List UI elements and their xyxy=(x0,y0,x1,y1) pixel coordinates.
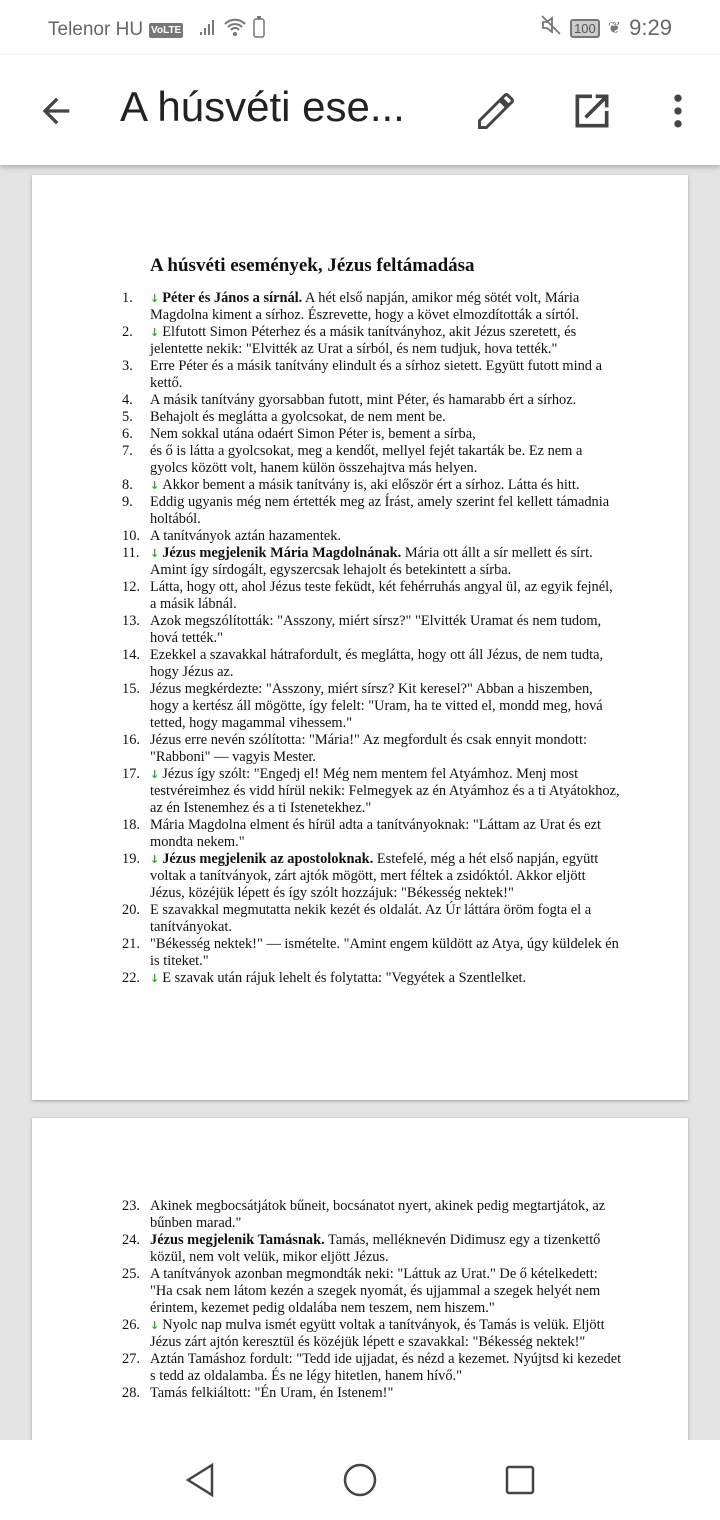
item-text xyxy=(150,477,622,494)
item-number: 16. xyxy=(122,732,140,748)
item-number: 27. xyxy=(122,1351,140,1367)
item-text xyxy=(150,732,622,766)
list-item xyxy=(122,528,622,545)
list-item xyxy=(122,851,622,902)
verse-text: E szavakkal megmutatta nekik kezét és oldalát. Az Úr láttára öröm fogta el a tanítványokat. xyxy=(150,902,592,935)
verse-text: és ő is látta a gyolcsokat, meg a kendőt, mellyel fejét takarták be. Ez nem a gyolcs között volt, hanem külön összehajtva más helyen. xyxy=(150,443,583,476)
verse-text: Azok megszólították: "Asszony, miért sírsz?" "Elvitték Uramat és nem tudom, hová tették." xyxy=(150,613,602,646)
verse-text: Akkor bement a másik tanítvány is, aki először ért a sírhoz. Látta és hitt. xyxy=(162,477,580,493)
green-down-arrow-icon[interactable]: ↓ xyxy=(150,972,160,985)
verse-text: Jézus így szólt: "Engedj el! Még nem mentem fel Atyámhoz. Menj most testvéreimhez és vidd hírül nekik: Felmegyek az én Atyámhoz és a ti Atyátokhoz, az én Istenemhez és a ti Istenetekhez." xyxy=(150,766,620,816)
item-text xyxy=(150,1351,622,1385)
open-in-new-icon[interactable] xyxy=(570,89,614,133)
list-item xyxy=(122,1351,622,1385)
item-text xyxy=(150,1198,622,1232)
item-number: 11. xyxy=(122,545,140,561)
carrier-name: Telenor HU xyxy=(48,19,144,40)
item-text xyxy=(150,358,622,392)
item-text xyxy=(150,494,622,528)
list-item xyxy=(122,409,622,426)
verse-text: Látta, hogy ott, ahol Jézus teste feküdt, két fehérruhás angyal ül, az egyik fejnél, a másik lábnál. xyxy=(150,579,613,612)
verse-text: Erre Péter és a másik tanítvány elindult és a sírhoz sietett. Együtt futott mind a kettő. xyxy=(150,358,602,391)
item-number: 26. xyxy=(122,1317,140,1333)
green-down-arrow-icon[interactable]: ↓ xyxy=(150,547,160,560)
item-number: 22. xyxy=(122,970,140,986)
list-item xyxy=(122,1232,622,1266)
item-text xyxy=(150,528,622,545)
green-down-arrow-icon[interactable]: ↓ xyxy=(150,326,160,339)
verse-text: Estefelé, még a hét első napján, együtt voltak a tanítványok, zárt ajtók mögött, mert féltek a zsidóktól. Akkor eljött Jézus, közéjük lépett és így szólt hozzájuk: "Békesség nektek!" xyxy=(150,851,599,901)
item-number: 1. xyxy=(122,290,133,306)
item-number: 13. xyxy=(122,613,140,629)
green-down-arrow-icon[interactable]: ↓ xyxy=(150,768,160,781)
edit-pencil-icon[interactable] xyxy=(474,89,518,133)
list-item xyxy=(122,732,622,766)
clock: 9:29 xyxy=(629,15,672,40)
item-number: 21. xyxy=(122,936,140,952)
list-item xyxy=(122,902,622,936)
item-text xyxy=(150,545,622,579)
list-item xyxy=(122,1385,622,1402)
more-options-icon[interactable] xyxy=(656,89,700,133)
verse-text: Mária ott állt a sír mellett és sírt. Amint így sírdogált, egyszercsak lehajolt és betekintett a sírba. xyxy=(150,545,593,578)
item-text xyxy=(150,1385,622,1402)
mute-icon xyxy=(540,14,562,42)
verse-list xyxy=(122,290,622,987)
leaf-icon: ❦ xyxy=(607,20,622,37)
item-text xyxy=(150,970,622,987)
verse-text: Aztán Tamáshoz fordult: "Tedd ide ujjadat, és nézd a kezemet. Nyújtsd ki kezedet s tedd az oldalamba. És ne légy hitetlen, hanem hívő." xyxy=(150,1351,622,1384)
verse-text: Eddig ugyanis még nem értették meg az Írást, amely szerint fel kellett támadnia holtából. xyxy=(150,494,610,527)
battery-level: 100 xyxy=(570,19,600,38)
verse-text: Nem sokkal utána odaért Simon Péter is, bement a sírba, xyxy=(150,426,476,442)
item-number: 25. xyxy=(122,1266,140,1282)
item-text xyxy=(150,409,622,426)
home-circle-icon[interactable] xyxy=(342,1462,378,1498)
item-number: 4. xyxy=(122,392,133,408)
list-item xyxy=(122,324,622,358)
list-item xyxy=(122,477,622,494)
item-number: 15. xyxy=(122,681,140,697)
recents-square-icon[interactable] xyxy=(504,1462,536,1498)
verse-text: E szavak után rájuk lehelt és folytatta: "Vegyétek a Szentlelket. xyxy=(162,970,527,986)
item-number: 6. xyxy=(122,426,133,442)
green-down-arrow-icon[interactable]: ↓ xyxy=(150,1319,160,1332)
back-arrow-icon[interactable] xyxy=(36,91,76,131)
verse-text: Nyolc nap mulva ismét együtt voltak a tanítványok, és Tamás is velük. Eljött Jézus zárt ajtón keresztül és közéjük lépett e szavakkal: "Békesség nektek!" xyxy=(150,1317,605,1350)
verse-text: Tamás felkiáltott: "Én Uram, én Istenem!" xyxy=(150,1385,394,1401)
list-item xyxy=(122,681,622,732)
item-text xyxy=(150,902,622,936)
item-text xyxy=(150,426,622,443)
item-number: 20. xyxy=(122,902,140,918)
item-number: 10. xyxy=(122,528,140,544)
list-item xyxy=(122,970,622,987)
item-number: 18. xyxy=(122,817,140,833)
list-item xyxy=(122,443,622,477)
item-text xyxy=(150,324,622,358)
app-bar xyxy=(0,55,720,165)
section-heading: Jézus megjelenik Tamásnak. xyxy=(150,1232,325,1248)
item-text xyxy=(150,936,622,970)
item-text xyxy=(150,613,622,647)
wifi-icon xyxy=(223,17,247,43)
item-number: 12. xyxy=(122,579,140,595)
document-page-2 xyxy=(32,1118,688,1458)
volte-icon: VoLTE xyxy=(151,24,182,36)
item-number: 8. xyxy=(122,477,133,493)
item-number: 14. xyxy=(122,647,140,663)
verse-text: A tanítványok aztán hazamentek. xyxy=(150,528,341,544)
navigation-bar xyxy=(0,1440,720,1520)
item-number: 23. xyxy=(122,1198,140,1214)
signal-icon xyxy=(199,18,217,42)
list-item xyxy=(122,1198,622,1232)
list-item xyxy=(122,545,622,579)
verse-list xyxy=(122,1198,622,1402)
item-number: 17. xyxy=(122,766,140,782)
list-item xyxy=(122,426,622,443)
item-text xyxy=(150,392,622,409)
verse-text: Jézus megkérdezte: "Asszony, miért sírsz? Kit keresel?" Abban a hiszemben, hogy a kertész áll mögötte, így felelt: "Uram, ha te vitted el, mondd meg, hová tetted, hogy magammal vihessem." xyxy=(150,681,603,731)
verse-text: Jézus erre nevén szólította: "Mária!" Az megfordult és csak ennyit mondott: "Rabboni" — vagyis Mester. xyxy=(150,732,587,765)
item-text xyxy=(150,579,622,613)
item-text xyxy=(150,1266,622,1317)
verse-text: A hét első napján, amikor még sötét volt, Mária Magdolna kiment a sírhoz. Észrevette, hogy a követ elmozdították a sírtól. xyxy=(150,290,580,323)
item-number: 7. xyxy=(122,443,133,459)
item-text xyxy=(150,817,622,851)
doc-heading: A húsvéti események, Jézus feltámadása xyxy=(150,255,475,276)
item-number: 3. xyxy=(122,358,133,374)
verse-text: Elfutott Simon Péterhez és a másik tanítványhoz, akit Jézus szeretett, és jelentette nekik: "Elvitték az Urat a sírból, és nem tudjuk, hova tették." xyxy=(150,324,577,357)
list-item xyxy=(122,1317,622,1351)
verse-text: Mária Magdolna elment és hírül adta a tanítványoknak: "Láttam az Urat és ezt mondta nekem." xyxy=(150,817,602,850)
item-number: 19. xyxy=(122,851,140,867)
item-text xyxy=(150,851,622,902)
battery-saver-icon xyxy=(253,16,265,44)
item-text xyxy=(150,290,622,324)
item-number: 28. xyxy=(122,1385,140,1401)
list-item xyxy=(122,1266,622,1317)
item-number: 5. xyxy=(122,409,133,425)
list-item xyxy=(122,392,622,409)
verse-text: Tamás, melléknevén Didimusz egy a tizenkettő közül, nem volt velük, mikor eljött Jézus. xyxy=(150,1232,601,1265)
status-bar xyxy=(0,0,720,55)
list-item xyxy=(122,766,622,817)
section-heading: Jézus megjelenik az apostoloknak. xyxy=(162,851,374,867)
list-item xyxy=(122,290,622,324)
list-item xyxy=(122,936,622,970)
section-heading: Jézus megjelenik Mária Magdolnának. xyxy=(162,545,402,561)
item-text xyxy=(150,1317,622,1351)
list-item xyxy=(122,579,622,613)
verse-text: A tanítványok azonban megmondták neki: "Láttuk az Urat." De ő kételkedett: "Ha csak nem látom kezén a szegek nyomát, és ujjammal a szegek helyét nem érintem, kezemet pedig oldalába nem teszem, nem hiszem." xyxy=(150,1266,601,1316)
item-text xyxy=(150,681,622,732)
green-down-arrow-icon[interactable]: ↓ xyxy=(150,853,160,866)
section-heading: Péter és János a sírnál. xyxy=(162,290,303,306)
item-text xyxy=(150,1232,622,1266)
green-down-arrow-icon[interactable]: ↓ xyxy=(150,479,160,492)
item-text xyxy=(150,647,622,681)
item-text xyxy=(150,766,622,817)
verse-text: A másik tanítvány gyorsabban futott, mint Péter, és hamarabb ért a sírhoz. xyxy=(150,392,577,408)
list-item xyxy=(122,647,622,681)
document-title: A húsvéti ese... xyxy=(120,83,405,130)
verse-text: Ezekkel a szavakkal hátrafordult, és meglátta, hogy ott áll Jézus, de nem tudta, hogy Jézus az. xyxy=(150,647,604,680)
green-down-arrow-icon[interactable]: ↓ xyxy=(150,292,160,305)
item-text xyxy=(150,443,622,477)
list-item xyxy=(122,613,622,647)
verse-text: "Békesség nektek!" — ismételte. "Amint engem küldött az Atya, úgy küldelek én is titeket." xyxy=(150,936,619,969)
list-item xyxy=(122,494,622,528)
verse-text: Behajolt és meglátta a gyolcsokat, de nem ment be. xyxy=(150,409,446,425)
item-number: 2. xyxy=(122,324,133,340)
list-item xyxy=(122,817,622,851)
document-page-1 xyxy=(32,175,688,1100)
verse-text: Akinek megbocsátjátok bűneit, bocsánatot nyert, akinek pedig megtartjátok, az bűnben marad." xyxy=(150,1198,606,1231)
item-number: 9. xyxy=(122,494,133,510)
back-triangle-icon[interactable] xyxy=(184,1462,216,1498)
item-number: 24. xyxy=(122,1232,140,1248)
list-item xyxy=(122,358,622,392)
